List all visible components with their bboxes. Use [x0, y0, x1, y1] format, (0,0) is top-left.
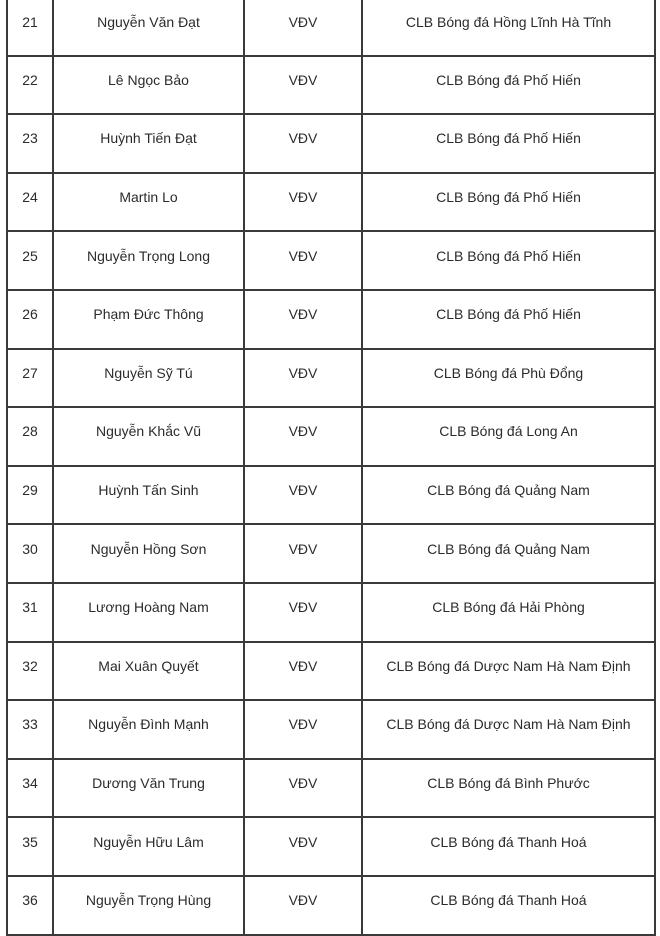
player-name-cell: Nguyễn Trọng Hùng — [53, 876, 244, 935]
player-name-cell: Lê Ngọc Bảo — [53, 56, 244, 115]
player-role-cell: VĐV — [244, 114, 362, 173]
player-club-cell: CLB Bóng đá Long An — [362, 407, 655, 466]
table-row — [7, 700, 655, 759]
player-name-cell: Lương Hoàng Nam — [53, 583, 244, 642]
player-name-cell: Nguyễn Hữu Lâm — [53, 817, 244, 876]
player-club-cell: CLB Bóng đá Thanh Hoá — [362, 876, 655, 935]
row-number-cell: 23 — [7, 114, 53, 173]
table-row — [7, 173, 655, 232]
player-club-cell: CLB Bóng đá Dược Nam Hà Nam Định — [362, 700, 655, 759]
row-number-cell: 27 — [7, 349, 53, 408]
player-club-cell: CLB Bóng đá Dược Nam Hà Nam Định — [362, 642, 655, 701]
player-role-cell: VĐV — [244, 231, 362, 290]
player-name-cell: Huỳnh Tiến Đạt — [53, 114, 244, 173]
player-list-body — [7, 0, 655, 935]
player-name-cell: Nguyễn Sỹ Tú — [53, 349, 244, 408]
row-number-cell: 31 — [7, 583, 53, 642]
player-club-cell: CLB Bóng đá Bình Phước — [362, 759, 655, 818]
player-club-cell: CLB Bóng đá Quảng Nam — [362, 466, 655, 525]
player-name-cell: Nguyễn Trọng Long — [53, 231, 244, 290]
table-row — [7, 407, 655, 466]
player-club-cell: CLB Bóng đá Phố Hiến — [362, 173, 655, 232]
table-row — [7, 114, 655, 173]
player-role-cell: VĐV — [244, 290, 362, 349]
table-row — [7, 876, 655, 935]
player-role-cell: VĐV — [244, 642, 362, 701]
player-role-cell: VĐV — [244, 56, 362, 115]
player-name-cell: Dương Văn Trung — [53, 759, 244, 818]
player-name-cell: Huỳnh Tấn Sinh — [53, 466, 244, 525]
player-name-cell: Nguyễn Hồng Sơn — [53, 524, 244, 583]
table-row — [7, 349, 655, 408]
row-number-cell: 34 — [7, 759, 53, 818]
table-row — [7, 759, 655, 818]
row-number-cell: 36 — [7, 876, 53, 935]
row-number-cell: 22 — [7, 56, 53, 115]
player-club-cell: CLB Bóng đá Phố Hiến — [362, 56, 655, 115]
row-number-cell: 28 — [7, 407, 53, 466]
row-number-cell: 21 — [7, 0, 53, 56]
row-number-cell: 33 — [7, 700, 53, 759]
player-role-cell: VĐV — [244, 0, 362, 56]
table-row — [7, 290, 655, 349]
table-row — [7, 231, 655, 290]
player-club-cell: CLB Bóng đá Phù Đổng — [362, 349, 655, 408]
row-number-cell: 25 — [7, 231, 53, 290]
row-number-cell: 29 — [7, 466, 53, 525]
player-list-table — [6, 0, 656, 936]
player-club-cell: CLB Bóng đá Thanh Hoá — [362, 817, 655, 876]
row-number-cell: 26 — [7, 290, 53, 349]
player-role-cell: VĐV — [244, 700, 362, 759]
row-number-cell: 24 — [7, 173, 53, 232]
player-role-cell: VĐV — [244, 524, 362, 583]
table-row — [7, 524, 655, 583]
player-club-cell: CLB Bóng đá Phố Hiến — [362, 290, 655, 349]
player-role-cell: VĐV — [244, 876, 362, 935]
player-role-cell: VĐV — [244, 407, 362, 466]
player-club-cell: CLB Bóng đá Hải Phòng — [362, 583, 655, 642]
player-name-cell: Nguyễn Đình Mạnh — [53, 700, 244, 759]
player-name-cell: Mai Xuân Quyết — [53, 642, 244, 701]
table-row — [7, 642, 655, 701]
player-role-cell: VĐV — [244, 759, 362, 818]
row-number-cell: 30 — [7, 524, 53, 583]
player-club-cell: CLB Bóng đá Quảng Nam — [362, 524, 655, 583]
player-list-table-container — [6, 0, 654, 936]
player-name-cell: Phạm Đức Thông — [53, 290, 244, 349]
player-role-cell: VĐV — [244, 349, 362, 408]
table-row — [7, 466, 655, 525]
table-row — [7, 817, 655, 876]
player-name-cell: Nguyễn Khắc Vũ — [53, 407, 244, 466]
table-row — [7, 0, 655, 56]
player-role-cell: VĐV — [244, 817, 362, 876]
player-name-cell: Martin Lo — [53, 173, 244, 232]
table-row — [7, 56, 655, 115]
player-role-cell: VĐV — [244, 583, 362, 642]
player-club-cell: CLB Bóng đá Phố Hiến — [362, 231, 655, 290]
player-role-cell: VĐV — [244, 466, 362, 525]
player-name-cell: Nguyễn Văn Đạt — [53, 0, 244, 56]
row-number-cell: 35 — [7, 817, 53, 876]
player-club-cell: CLB Bóng đá Hồng Lĩnh Hà Tĩnh — [362, 0, 655, 56]
table-row — [7, 583, 655, 642]
row-number-cell: 32 — [7, 642, 53, 701]
player-club-cell: CLB Bóng đá Phố Hiến — [362, 114, 655, 173]
player-role-cell: VĐV — [244, 173, 362, 232]
